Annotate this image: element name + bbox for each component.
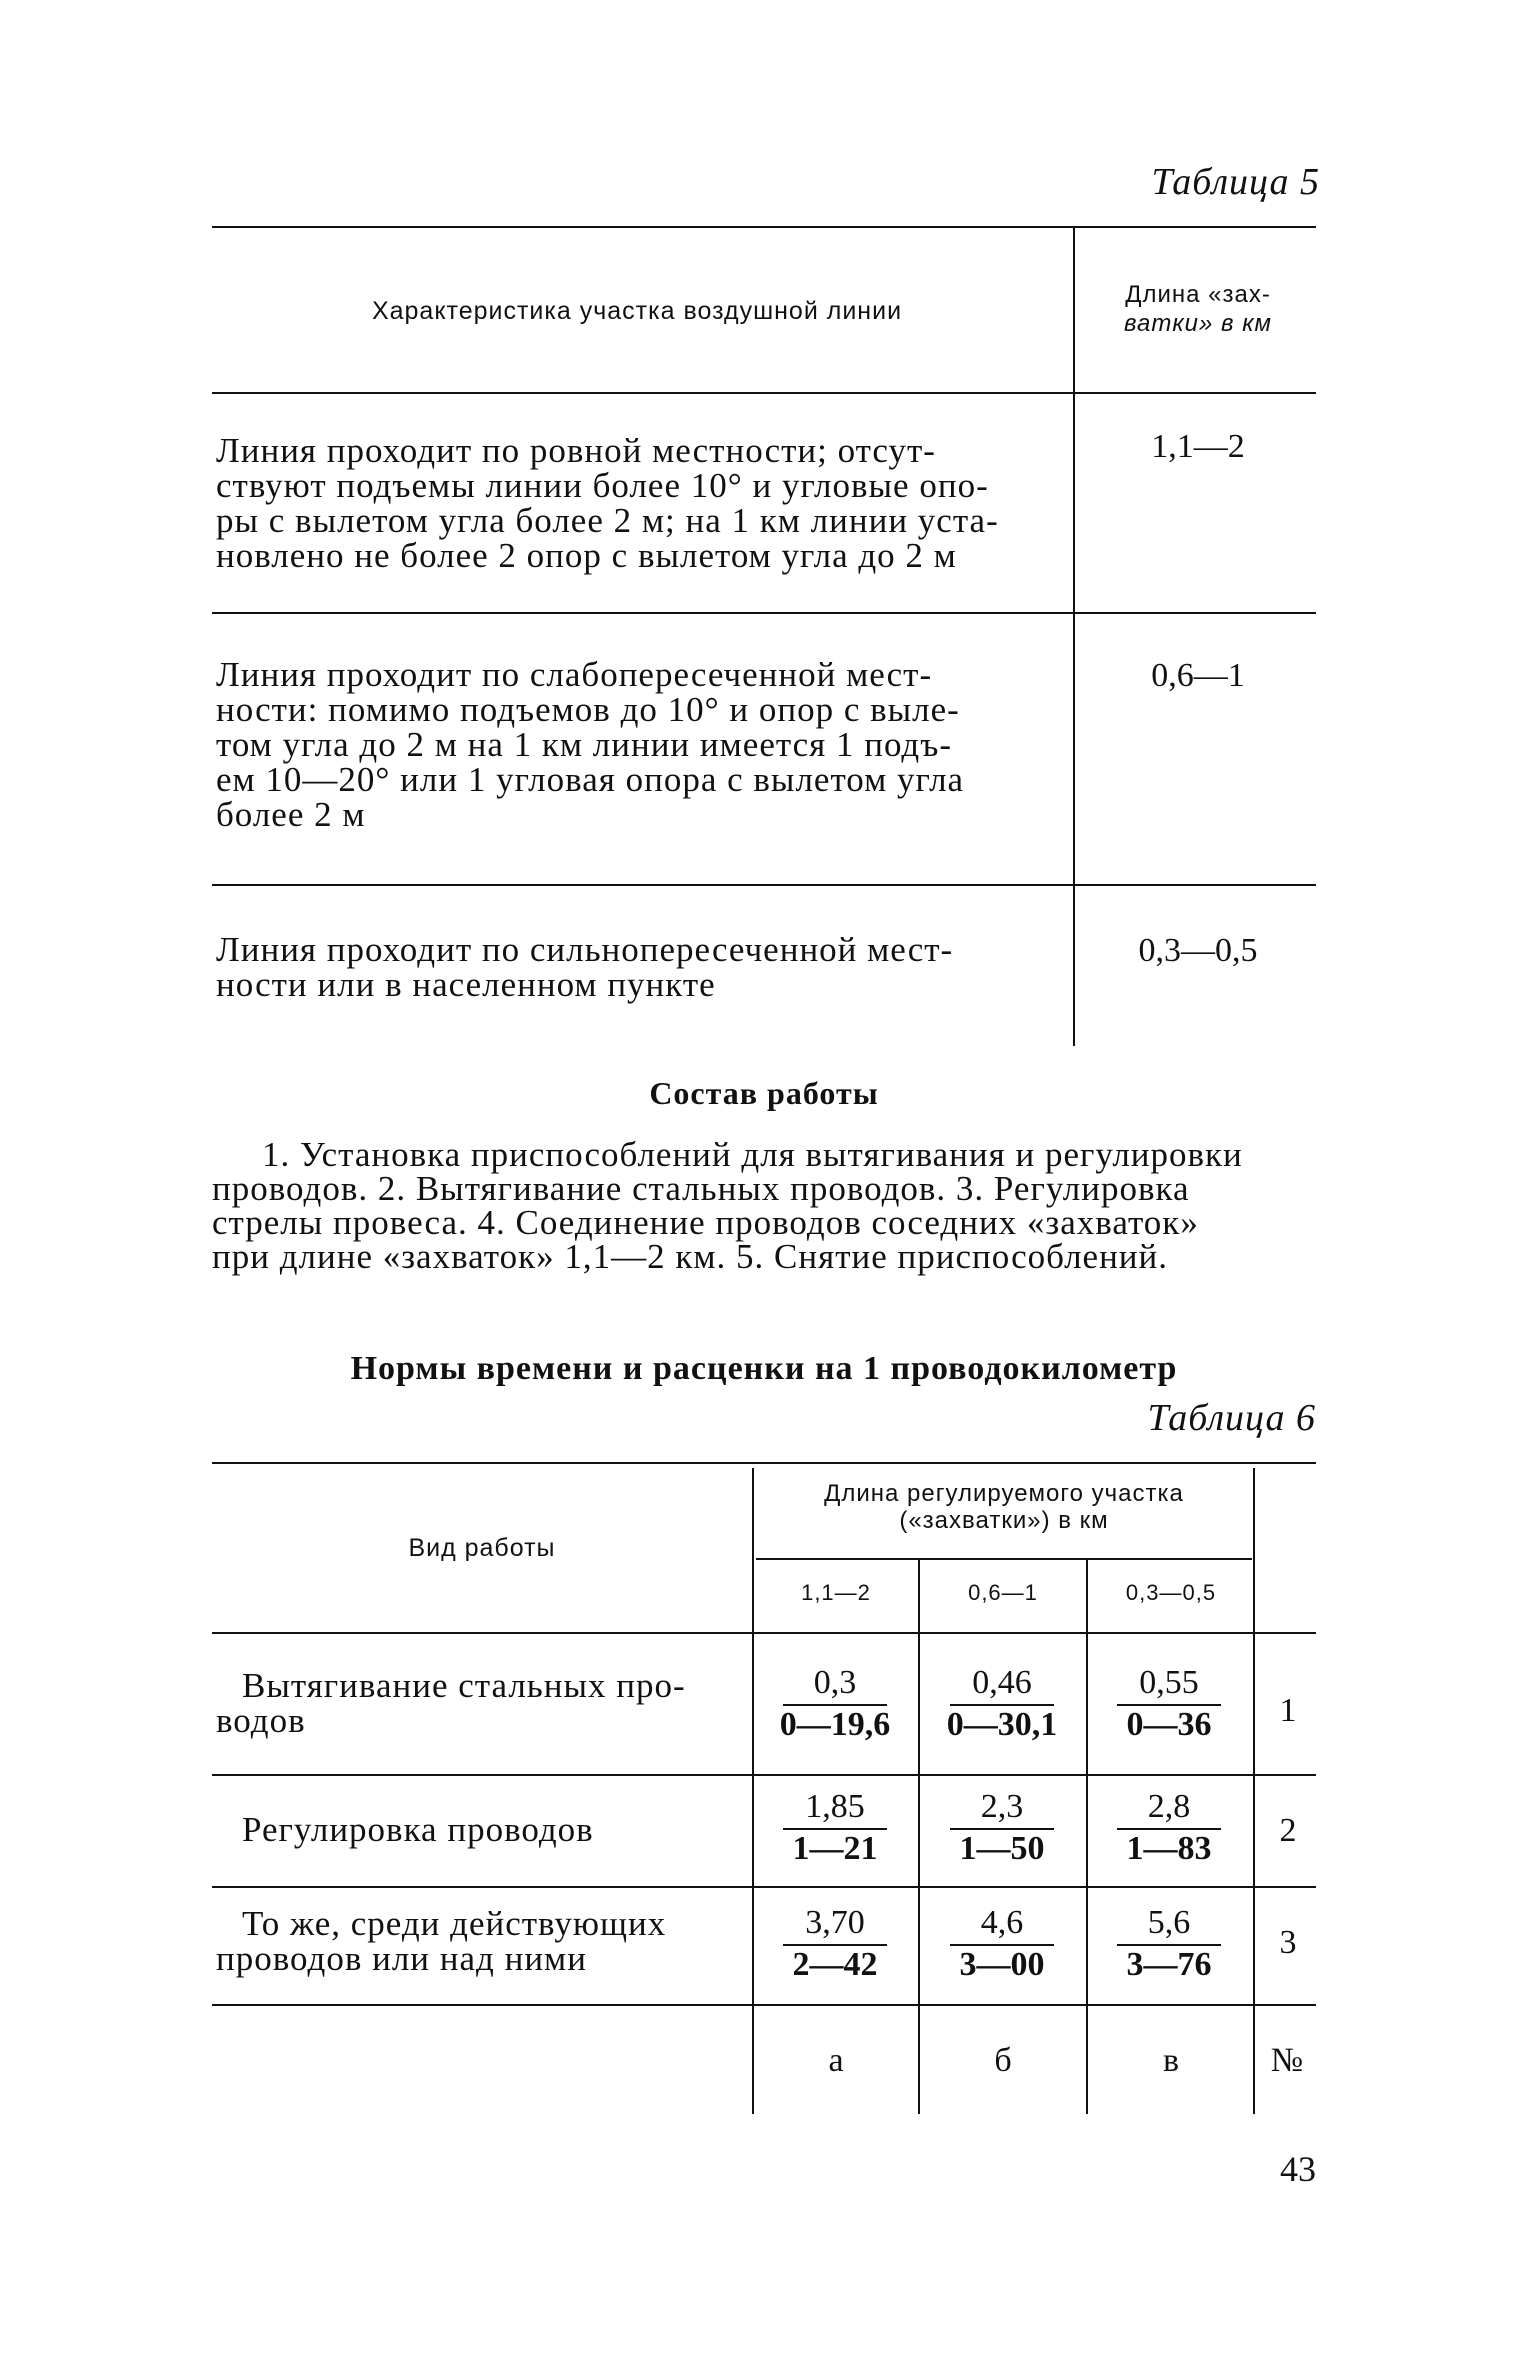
table6-row3-number: 3 <box>1279 1924 1297 1961</box>
table6-row3-cell <box>1109 1904 1229 1984</box>
table6-row3-line: То же, среди действующих <box>242 1904 667 1943</box>
table5-row1-text <box>216 433 1054 573</box>
table6-divider-col2 <box>1086 1560 1088 2114</box>
table6-divider-kind <box>752 1468 754 2114</box>
table6-row2-line: Регулировка проводов <box>242 1810 594 1849</box>
work-line: при длине «захваток» 1,1—2 км. 5. Снятие приспособлений. <box>212 1237 1169 1276</box>
table5-row1-line: ствуют подъемы линии более 10° и угловые опо- <box>216 466 989 505</box>
table6-row3-line: проводов или над ними <box>216 1939 587 1978</box>
table6-column-header: 0,3—0,5 <box>1125 1580 1217 1605</box>
norms-heading: Нормы времени и расценки на 1 проводокилометр <box>350 1350 1178 1387</box>
rate-price: 3—00 <box>959 1946 1045 1983</box>
table5-row1-line: ры с вылетом угла более 2 м; на 1 км линии уста- <box>216 501 999 540</box>
table5-row1-line: Линия проходит по ровной местности; отсут- <box>216 431 936 470</box>
rate-time: 3,70 <box>805 1904 865 1941</box>
table6-row1-cell <box>775 1664 895 1744</box>
table6-row-rule <box>212 1886 1316 1888</box>
table6-footer-label: а <box>828 2042 844 2079</box>
table6-top-rule <box>212 1462 1316 1464</box>
table5-header-characteristic: Характеристика участка воздушной линии <box>371 297 903 325</box>
table6-row1-cell <box>942 1664 1062 1744</box>
rate-price: 0—19,6 <box>779 1706 891 1743</box>
table5-row3-length: 0,3—0,5 <box>1138 932 1258 969</box>
rate-time: 2,3 <box>980 1788 1024 1825</box>
rate-price: 1—50 <box>959 1830 1045 1867</box>
table5-row3-line: Линия проходит по сильнопересеченной мест- <box>216 930 954 969</box>
table6-subheader-rule <box>756 1558 1252 1560</box>
rate-price: 3—76 <box>1126 1946 1212 1983</box>
rate-time: 2,8 <box>1147 1788 1191 1825</box>
table5-row2-line: ности: помимо подъемов до 10° и опор с выле- <box>216 690 960 729</box>
table6-row2-number: 2 <box>1279 1812 1297 1849</box>
work-heading: Состав работы <box>649 1075 879 1111</box>
table5-header-length-line2: ватки» в км <box>1123 310 1272 337</box>
table5-header-rule <box>212 392 1316 394</box>
table5-row2-line: том угла до 2 м на 1 км линии имеется 1 подъ- <box>216 725 952 764</box>
table6-row2-cell <box>1109 1788 1229 1868</box>
work-line: 1. Установка приспособлений для вытягивания и регулировки <box>262 1135 1243 1174</box>
table5-caption: Таблица 5 <box>1151 161 1320 203</box>
rate-time: 0,55 <box>1139 1664 1199 1701</box>
rate-price: 0—36 <box>1126 1706 1212 1743</box>
table5-top-rule <box>212 226 1316 228</box>
table6-column-header: 0,6—1 <box>968 1580 1038 1605</box>
table6-row-rule <box>212 1774 1316 1776</box>
table5-row3-line: ности или в населенном пункте <box>216 965 716 1004</box>
table6-footer-label: б <box>994 2042 1012 2079</box>
table5-row2-length: 0,6—1 <box>1151 657 1245 694</box>
table6-bottom-rule <box>212 2004 1316 2006</box>
page-number: 43 <box>1280 2149 1316 2189</box>
table6-footer-label: № <box>1270 2042 1304 2079</box>
table5-row2-line: Линия проходит по слабопересеченной мест- <box>216 655 933 694</box>
table6-row1-line: водов <box>216 1701 306 1740</box>
table6-row1-cell <box>1109 1664 1229 1744</box>
table5-row2-line: ем 10—20° или 1 угловая опора с вылетом угла <box>216 760 965 799</box>
table5-header-length <box>1080 280 1316 338</box>
table6-row1-line: Вытягивание стальных про- <box>242 1666 686 1705</box>
table6-divider-col1 <box>918 1560 920 2114</box>
rate-time: 1,85 <box>805 1788 865 1825</box>
rate-time: 4,6 <box>980 1904 1024 1941</box>
rate-time: 5,6 <box>1147 1904 1191 1941</box>
table6-header-length-line1: Длина регулируемого участка <box>824 1480 1184 1507</box>
table5-row1-line: новлено не более 2 опор с вылетом угла до 2 м <box>216 536 957 575</box>
rate-price: 1—21 <box>792 1830 878 1867</box>
table6-header-length-line2: («захватки») в км <box>899 1507 1109 1534</box>
table6-divider-num <box>1253 1468 1255 2114</box>
table6-row3-cell <box>942 1904 1062 1984</box>
table6-row3-cell <box>775 1904 895 1984</box>
table5-column-divider <box>1073 226 1075 1046</box>
table5-row3-text <box>216 932 1054 1002</box>
table6-column-header: 1,1—2 <box>801 1580 871 1605</box>
work-line: проводов. 2. Вытягивание стальных проводов. 3. Регулировка <box>212 1169 1190 1208</box>
table5-header-length-line1: Длина «зах- <box>1125 281 1271 308</box>
table6-row3-kind <box>216 1906 736 1976</box>
table5-row2-line: более 2 м <box>216 795 366 834</box>
table5-row-rule <box>212 612 1316 614</box>
table6-footer-label: в <box>1162 2042 1180 2079</box>
rate-price: 2—42 <box>792 1946 878 1983</box>
table5-row-rule <box>212 884 1316 886</box>
table5-row1-length: 1,1—2 <box>1151 428 1245 465</box>
work-text <box>212 1135 1316 1276</box>
table6-caption: Таблица 6 <box>1147 1397 1316 1439</box>
table6-header-length <box>756 1480 1252 1534</box>
table6-row2-cell <box>942 1788 1062 1868</box>
rate-price: 0—30,1 <box>946 1706 1058 1743</box>
table5-row2-text <box>216 657 1054 832</box>
table6-header-rule <box>212 1632 1316 1634</box>
table6-row2-cell <box>775 1788 895 1868</box>
rate-time: 0,3 <box>813 1664 857 1701</box>
table6-row2-kind <box>216 1812 736 1847</box>
rate-time: 0,46 <box>972 1664 1032 1701</box>
rate-price: 1—83 <box>1126 1830 1212 1867</box>
table6-header-kind: Вид работы <box>408 1534 556 1562</box>
table6-row1-kind <box>216 1668 736 1738</box>
work-line: стрелы провеса. 4. Соединение проводов соседних «захваток» <box>212 1203 1199 1242</box>
table6-row1-number: 1 <box>1279 1692 1297 1729</box>
